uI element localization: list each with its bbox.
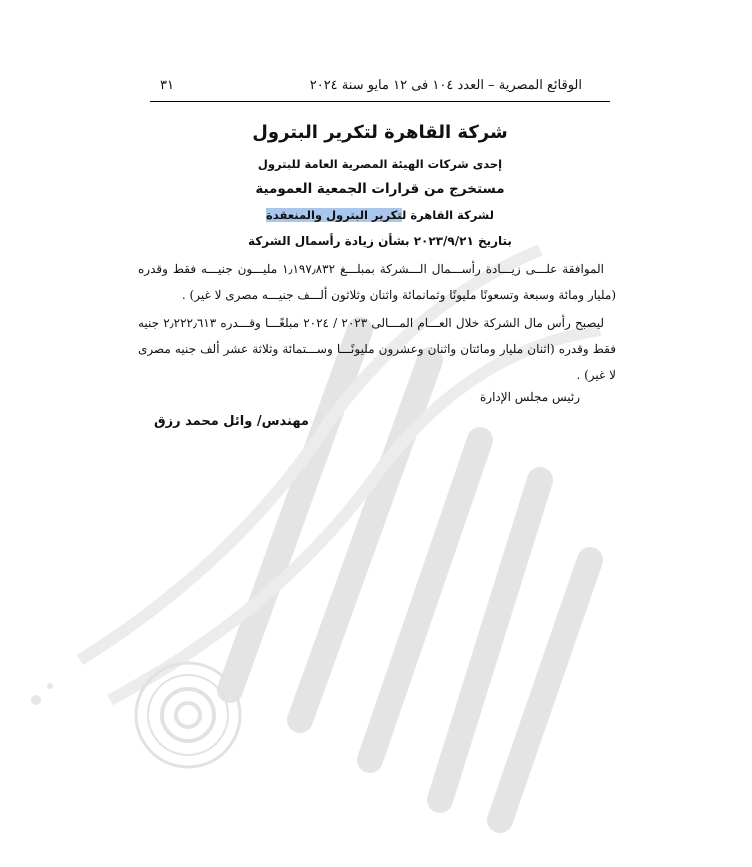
affiliation-line: إحدى شركات الهيئة المصرية العامة للبترول: [257, 157, 503, 171]
resolution-paragraph-2: ليصبح رأس مال الشركة خلال العـــام المـــالى ٢٠٢٣ / ٢٠٢٤ مبلغًـــا وقـــدره ٢٫٢٢٢٫٦١٣ جنيه فقط وقدره (اثنان مليار ومائتان واثنان وعشرون مليونًـــا وســـتمائة وثلاثة عشر ألف جنيه مصرى لا غير) .: [138, 316, 616, 382]
gazette-header-title: الوقائع المصرية – العدد ١٠٤ فى ١٢ مايو سنة ٢٠٢٤: [309, 78, 582, 93]
extract-heading: مستخرج من قرارات الجمعية العمومية: [255, 181, 505, 197]
resolution-paragraph-1: الموافقة علـــى زيـــادة رأســـمال الـــشركة بمبلـــغ ١٫١٩٧٫٨٣٢ مليـــون جنيـــه فقط وقدره (مليار ومائة وسبعة وتسعونًا مليونًا وثمانمائة واثنان وثلاثون ألـــف جنيـــه مصرى لا غير) .: [138, 262, 616, 302]
date-line: بتاريخ ٢٠٢٣/٩/٢١ بشأن زيادة رأسمال الشركة: [248, 234, 512, 248]
signature-role: [150, 390, 610, 404]
signature-name: [150, 414, 610, 429]
page-number: ٣١: [160, 78, 174, 93]
assembly-line-highlight[interactable]: تكرير البترول والمنعقدة: [266, 208, 403, 222]
document-page: [138, 78, 616, 429]
signature-name-text: مهندس/ وائل محمد رزق: [154, 414, 309, 429]
seal-emblem: [136, 663, 240, 767]
signature-role-text: رئيس مجلس الإدارة: [480, 390, 581, 404]
assembly-line: [150, 208, 610, 222]
page-header: [150, 78, 610, 102]
company-title: شركة القاهرة لتكرير البترول: [252, 122, 508, 143]
assembly-line-prefix: لشركة القاهرة ل: [402, 208, 494, 222]
